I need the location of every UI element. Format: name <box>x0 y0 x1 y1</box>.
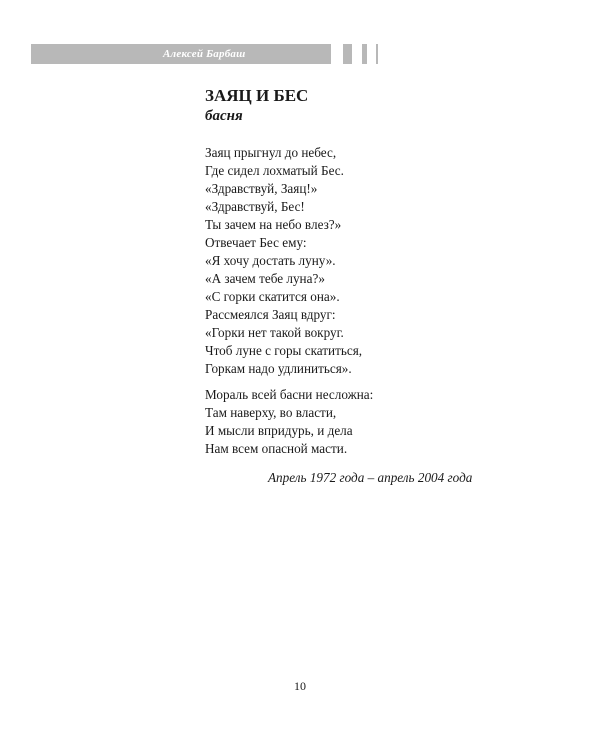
poem-stanza-2 <box>205 386 373 458</box>
poem-line: Где сидел лохматый Бес. <box>205 163 344 178</box>
header-decor-block-2 <box>362 44 367 64</box>
poem-line: Ты зачем на небо влез?» <box>205 217 342 232</box>
poem-line: Мораль всей басни несложна: <box>205 387 374 402</box>
poem-line: «А зачем тебе луна?» <box>205 271 325 286</box>
poem-title: ЗАЯЦ И БЕС <box>205 86 309 105</box>
header-decor-block-3 <box>376 44 378 64</box>
page-number: 10 <box>294 679 306 693</box>
poem-line: Чтоб луне с горы скатиться, <box>205 343 363 358</box>
poem-stanza-1 <box>205 144 362 378</box>
header-decor-block-1 <box>343 44 352 64</box>
poem-line: «Горки нет такой вокруг. <box>205 325 344 340</box>
poem-date: Апрель 1972 года – апрель 2004 года <box>268 470 473 485</box>
poem-line: Горкам надо удлиниться». <box>205 361 352 376</box>
poem-line: Заяц прыгнул до небес, <box>205 145 337 160</box>
poem-line: «Я хочу достать луну». <box>205 253 336 268</box>
header-author: Алексей Барбаш <box>163 48 246 60</box>
header-bar <box>31 44 331 64</box>
poem-line: «С горки скатится она». <box>205 289 340 304</box>
poem-subtitle: басня <box>205 108 243 124</box>
poem-line: Рассмеялся Заяц вдруг: <box>205 307 336 322</box>
poem-line: «Здравствуй, Заяц!» <box>205 181 318 196</box>
poem-line: «Здравствуй, Бес! <box>205 199 305 214</box>
poem-line: Нам всем опасной масти. <box>205 441 348 456</box>
poem-line: Там наверху, во власти, <box>205 405 337 420</box>
poem-line: Отвечает Бес ему: <box>205 235 307 250</box>
poem-line: И мысли впридурь, и дела <box>205 423 353 438</box>
